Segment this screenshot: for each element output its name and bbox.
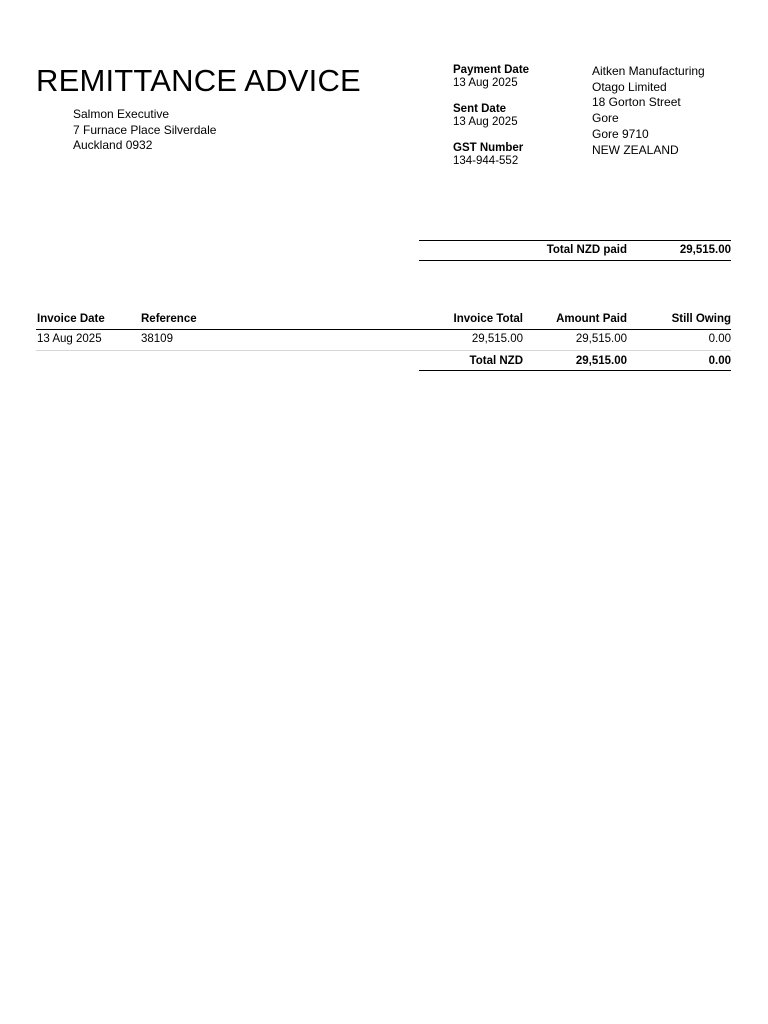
summary-bottom-rule [419,260,731,261]
table-total-label: Total NZD [469,355,523,367]
sender-line: 18 Gorton Street [592,95,681,110]
cell-invoice-total: 29,515.00 [471,333,523,345]
document-title: REMITTANCE ADVICE [36,63,361,98]
sent-date-value: 13 Aug 2025 [453,116,518,128]
sender-line: NEW ZEALAND [592,142,679,157]
col-header-invoice-date: Invoice Date [37,313,105,325]
col-header-reference: Reference [141,313,197,325]
table-total-owing: 0.00 [708,355,731,367]
sender-line: Aitken Manufacturing [592,64,705,78]
col-header-still-owing: Still Owing [671,313,731,325]
gst-number-label: GST Number [453,142,524,154]
table-row-rule [36,350,731,351]
col-header-amount-paid: Amount Paid [556,313,627,325]
payment-meta [453,64,529,181]
gst-number-value: 134-944-552 [453,155,519,167]
cell-still-owing: 0.00 [708,333,731,345]
recipient-line: Auckland 0932 [73,138,153,153]
sender-address [592,64,705,158]
table-total-paid: 29,515.00 [575,355,627,367]
total-paid-value: 29,515.00 [679,244,731,256]
payment-date-label: Payment Date [453,64,530,76]
sender-line: Gore 9710 [592,126,649,141]
col-header-invoice-total: Invoice Total [453,313,523,325]
table-header-rule [36,329,731,330]
payment-date-value: 13 Aug 2025 [453,77,518,89]
recipient-line: Salmon Executive [73,107,170,121]
cell-reference: 38109 [141,333,173,345]
recipient-line: 7 Furnace Place Silverdale [73,122,217,137]
cell-invoice-date: 13 Aug 2025 [37,333,102,345]
recipient-address [73,107,216,154]
table-total-rule [419,370,731,371]
sender-line: Gore [592,111,619,126]
sent-date-label: Sent Date [453,103,507,115]
summary-top-rule [419,240,731,241]
total-paid-label: Total NZD paid [546,244,627,256]
cell-amount-paid: 29,515.00 [575,333,627,345]
sender-line: Otago Limited [592,79,667,94]
